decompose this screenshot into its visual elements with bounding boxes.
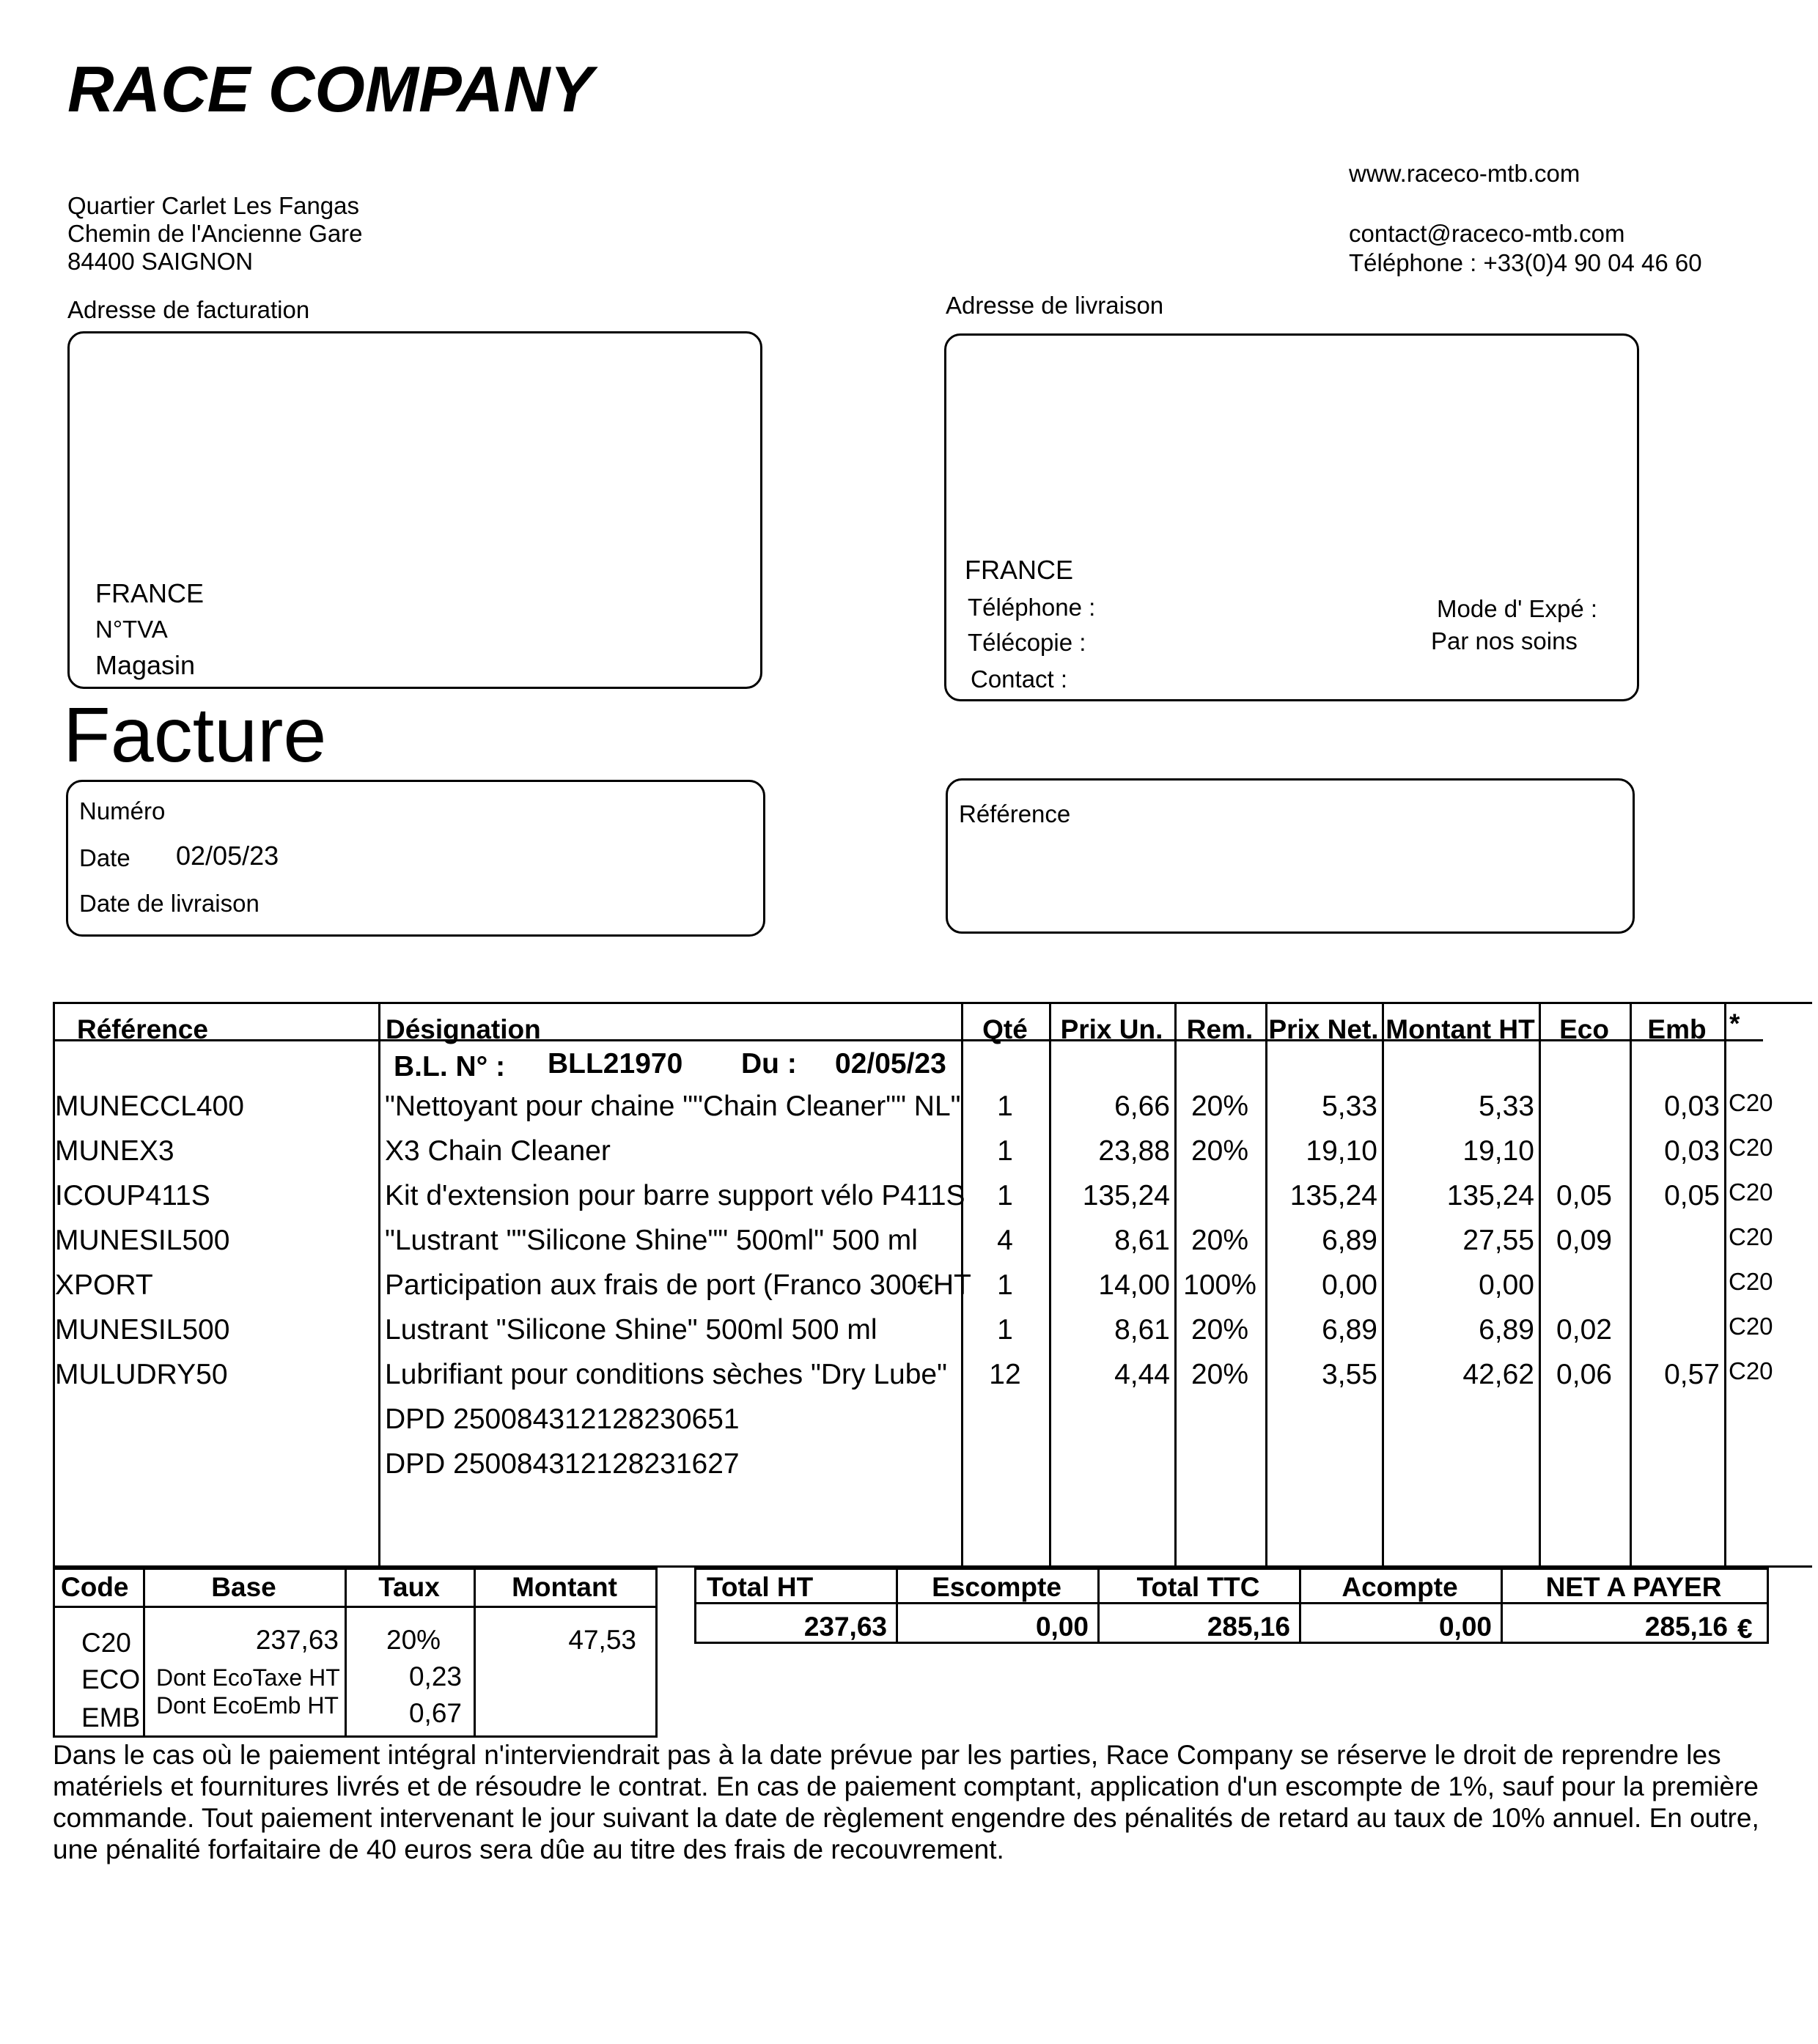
- tax-header-rate: Taux: [378, 1572, 440, 1602]
- cell-unit-price: 8,61: [1114, 1225, 1170, 1256]
- tax-header-base: Base: [211, 1572, 276, 1602]
- cell-net-price: 19,10: [1306, 1135, 1377, 1167]
- cell-reference: ICOUP411S: [55, 1180, 210, 1211]
- cell-qty: 1: [997, 1314, 1013, 1346]
- discount-label: Escompte: [932, 1572, 1061, 1602]
- eco-code: ECO: [81, 1664, 141, 1694]
- cell-unit-price: 6,66: [1114, 1091, 1170, 1122]
- tax-summary-table: [53, 1568, 658, 1738]
- cell-qty: 1: [997, 1091, 1013, 1122]
- tax-header-code: Code: [61, 1572, 129, 1602]
- table-row: [55, 1265, 1812, 1309]
- delivery-contact-label: Contact :: [971, 665, 1068, 693]
- cell-qty: 1: [997, 1135, 1013, 1167]
- invoice-number-label: Numéro: [79, 797, 166, 824]
- table-row: [55, 1444, 1812, 1488]
- cell-tax-code: C20: [1729, 1223, 1773, 1250]
- cell-designation: "Lustrant ""Silicone Shine"" 500ml" 500 ml: [385, 1225, 918, 1256]
- cell-net-price: 0,00: [1322, 1269, 1377, 1301]
- billing-tva-label: N°TVA: [95, 616, 168, 643]
- company-address-line-3: 84400 SAIGNON: [67, 248, 254, 275]
- tax-code: C20: [81, 1628, 131, 1658]
- cell-emb: 0,57: [1664, 1359, 1720, 1390]
- company-email: contact@raceco-mtb.com: [1349, 220, 1625, 247]
- col-header-amount-ht: Montant HT: [1385, 1014, 1535, 1044]
- cell-designation: X3 Chain Cleaner: [385, 1135, 611, 1167]
- cell-discount: 20%: [1190, 1135, 1249, 1167]
- totals-table: [694, 1568, 1769, 1644]
- col-header-qty: Qté: [982, 1014, 1028, 1044]
- total-ht-value: 237,63: [803, 1612, 887, 1642]
- table-row: [55, 1354, 1812, 1398]
- cell-eco: 0,06: [1556, 1359, 1612, 1390]
- col-header-designation: Désignation: [386, 1014, 541, 1044]
- cell-qty: 4: [997, 1225, 1013, 1256]
- cell-designation: DPD 250084312128230651: [385, 1403, 740, 1435]
- cell-designation: Kit d'extension pour barre support vélo P411S: [385, 1180, 965, 1211]
- company-address-line-1: Quartier Carlet Les Fangas: [67, 192, 360, 219]
- cell-designation: Lubrifiant pour conditions sèches "Dry Lube": [385, 1359, 947, 1390]
- deposit-label: Acompte: [1342, 1572, 1458, 1602]
- bl-date: 02/05/23: [835, 1048, 946, 1080]
- cell-tax-code: C20: [1729, 1089, 1773, 1116]
- cell-discount: 20%: [1190, 1359, 1249, 1390]
- currency-symbol: €: [1737, 1614, 1753, 1644]
- bl-number: BLL21970: [548, 1048, 683, 1080]
- company-website: www.raceco-mtb.com: [1349, 160, 1580, 187]
- table-row: [55, 1131, 1812, 1175]
- bl-du-label: Du :: [741, 1048, 797, 1080]
- cell-net-price: 6,89: [1322, 1225, 1377, 1256]
- cell-net-price: 6,89: [1322, 1314, 1377, 1346]
- bl-label: B.L. N° :: [394, 1051, 506, 1082]
- cell-amount-ht: 19,10: [1462, 1135, 1534, 1167]
- cell-amount-ht: 6,89: [1479, 1314, 1534, 1346]
- cell-amount-ht: 5,33: [1479, 1091, 1534, 1122]
- table-row: [55, 1399, 1812, 1443]
- cell-reference: MUNECCL400: [55, 1091, 244, 1122]
- cell-amount-ht: 0,00: [1479, 1269, 1534, 1301]
- cell-unit-price: 14,00: [1098, 1269, 1170, 1301]
- cell-reference: MUNESIL500: [55, 1314, 230, 1346]
- table-row: [55, 1220, 1812, 1264]
- col-header-eco: Eco: [1559, 1014, 1609, 1044]
- billing-address-box: [67, 331, 762, 689]
- cell-net-price: 5,33: [1322, 1091, 1377, 1122]
- cell-designation: Participation aux frais de port (Franco 300€HT: [385, 1269, 971, 1301]
- invoice-date-value: 02/05/23: [176, 841, 279, 871]
- eco-label: Dont EcoTaxe HT: [156, 1664, 340, 1691]
- emb-code: EMB: [81, 1702, 141, 1733]
- cell-qty: 12: [989, 1359, 1021, 1390]
- reference-label: Référence: [959, 800, 1071, 827]
- tax-amount: 47,53: [568, 1625, 636, 1655]
- cell-emb: 0,03: [1664, 1091, 1720, 1122]
- eco-value: 0,23: [408, 1661, 462, 1691]
- col-header-emb: Emb: [1647, 1014, 1707, 1044]
- cell-net-price: 3,55: [1322, 1359, 1377, 1390]
- cell-tax-code: C20: [1729, 1268, 1773, 1295]
- shipping-mode-label: Mode d' Expé :: [1437, 595, 1598, 622]
- emb-value: 0,67: [408, 1698, 462, 1728]
- cell-reference: MULUDRY50: [55, 1359, 228, 1390]
- cell-reference: XPORT: [55, 1269, 153, 1301]
- payment-terms-text: Dans le cas où le paiement intégral n'interviendrait pas à la date prévue par les parties, Race Company se réserve le droit de reprendre les matériels et fournitures livrés et de résoudre le contrat. En cas de paiement comptant, application d'un escompte de 1%, sauf pour la première commande. Tout paiement intervenant le jour suivant la date de règlement engendre des pénalités de retard au taux de 10% annuel. En outre, une pénalité forfaitaire de 40 euros sera dûe au titre des frais de recouvrement.: [53, 1740, 1759, 1864]
- delivery-phone-label: Téléphone :: [968, 594, 1096, 621]
- discount-value: 0,00: [1035, 1612, 1089, 1642]
- shipping-mode-value: Par nos soins: [1431, 627, 1578, 654]
- table-row: [55, 1176, 1812, 1220]
- billing-country: FRANCE: [95, 578, 205, 608]
- tax-base: 237,63: [255, 1625, 339, 1655]
- net-to-pay-label: NET A PAYER: [1545, 1572, 1722, 1602]
- total-ttc-label: Total TTC: [1136, 1572, 1260, 1602]
- delivery-country: FRANCE: [965, 555, 1074, 585]
- delivery-date-label: Date de livraison: [79, 890, 260, 917]
- cell-unit-price: 4,44: [1114, 1359, 1170, 1390]
- cell-eco: 0,05: [1556, 1180, 1612, 1211]
- total-ttc-value: 285,16: [1207, 1612, 1290, 1642]
- cell-designation: Lustrant "Silicone Shine" 500ml 500 ml: [385, 1314, 877, 1346]
- col-header-discount: Rem.: [1186, 1014, 1254, 1044]
- tax-rate: 20%: [386, 1625, 441, 1655]
- cell-amount-ht: 42,62: [1462, 1359, 1534, 1390]
- cell-tax-code: C20: [1729, 1134, 1773, 1161]
- billing-address-label: Adresse de facturation: [67, 296, 310, 323]
- col-header-reference: Référence: [77, 1014, 208, 1044]
- delivery-address-label: Adresse de livraison: [946, 292, 1164, 319]
- cell-qty: 1: [997, 1269, 1013, 1301]
- company-address-line-2: Chemin de l'Ancienne Gare: [67, 220, 363, 247]
- cell-discount: 20%: [1190, 1225, 1249, 1256]
- cell-tax-code: C20: [1729, 1178, 1773, 1206]
- table-row: [55, 1310, 1812, 1354]
- tax-header-amount: Montant: [512, 1572, 617, 1602]
- cell-reference: MUNEX3: [55, 1135, 174, 1167]
- company-name: RACE COMPANY: [67, 53, 594, 125]
- delivery-fax-label: Télécopie :: [968, 629, 1086, 656]
- net-to-pay-value: 285,16: [1644, 1612, 1728, 1642]
- cell-qty: 1: [997, 1180, 1013, 1211]
- total-ht-label: Total HT: [707, 1572, 814, 1602]
- cell-emb: 0,03: [1664, 1135, 1720, 1167]
- cell-amount-ht: 135,24: [1446, 1180, 1534, 1211]
- document-title: Facture: [63, 692, 327, 778]
- cell-unit-price: 8,61: [1114, 1314, 1170, 1346]
- cell-amount-ht: 27,55: [1462, 1225, 1534, 1256]
- cell-emb: 0,05: [1664, 1180, 1720, 1211]
- invoice-date-label: Date: [79, 844, 130, 871]
- cell-eco: 0,09: [1556, 1225, 1612, 1256]
- col-header-star: *: [1729, 1008, 1740, 1038]
- billing-shop-label: Magasin: [95, 650, 196, 680]
- cell-net-price: 135,24: [1289, 1180, 1377, 1211]
- cell-reference: MUNESIL500: [55, 1225, 230, 1256]
- table-row: [55, 1086, 1812, 1130]
- deposit-value: 0,00: [1438, 1612, 1492, 1642]
- col-header-unit-price: Prix Un.: [1060, 1014, 1163, 1044]
- col-header-net-price: Prix Net.: [1268, 1014, 1379, 1044]
- emb-label: Dont EcoEmb HT: [156, 1692, 339, 1719]
- cell-unit-price: 23,88: [1098, 1135, 1170, 1167]
- cell-tax-code: C20: [1729, 1357, 1773, 1384]
- cell-eco: 0,02: [1556, 1314, 1612, 1346]
- company-phone: Téléphone : +33(0)4 90 04 46 60: [1349, 249, 1702, 276]
- cell-designation: "Nettoyant pour chaine ""Chain Cleaner"" NL": [385, 1091, 961, 1122]
- cell-discount: 20%: [1190, 1314, 1249, 1346]
- cell-tax-code: C20: [1729, 1313, 1773, 1340]
- cell-designation: DPD 250084312128231627: [385, 1448, 740, 1480]
- cell-discount: 20%: [1190, 1091, 1249, 1122]
- invoice-lines-table: [53, 1002, 1812, 1568]
- cell-discount: 100%: [1183, 1269, 1256, 1301]
- cell-unit-price: 135,24: [1082, 1180, 1170, 1211]
